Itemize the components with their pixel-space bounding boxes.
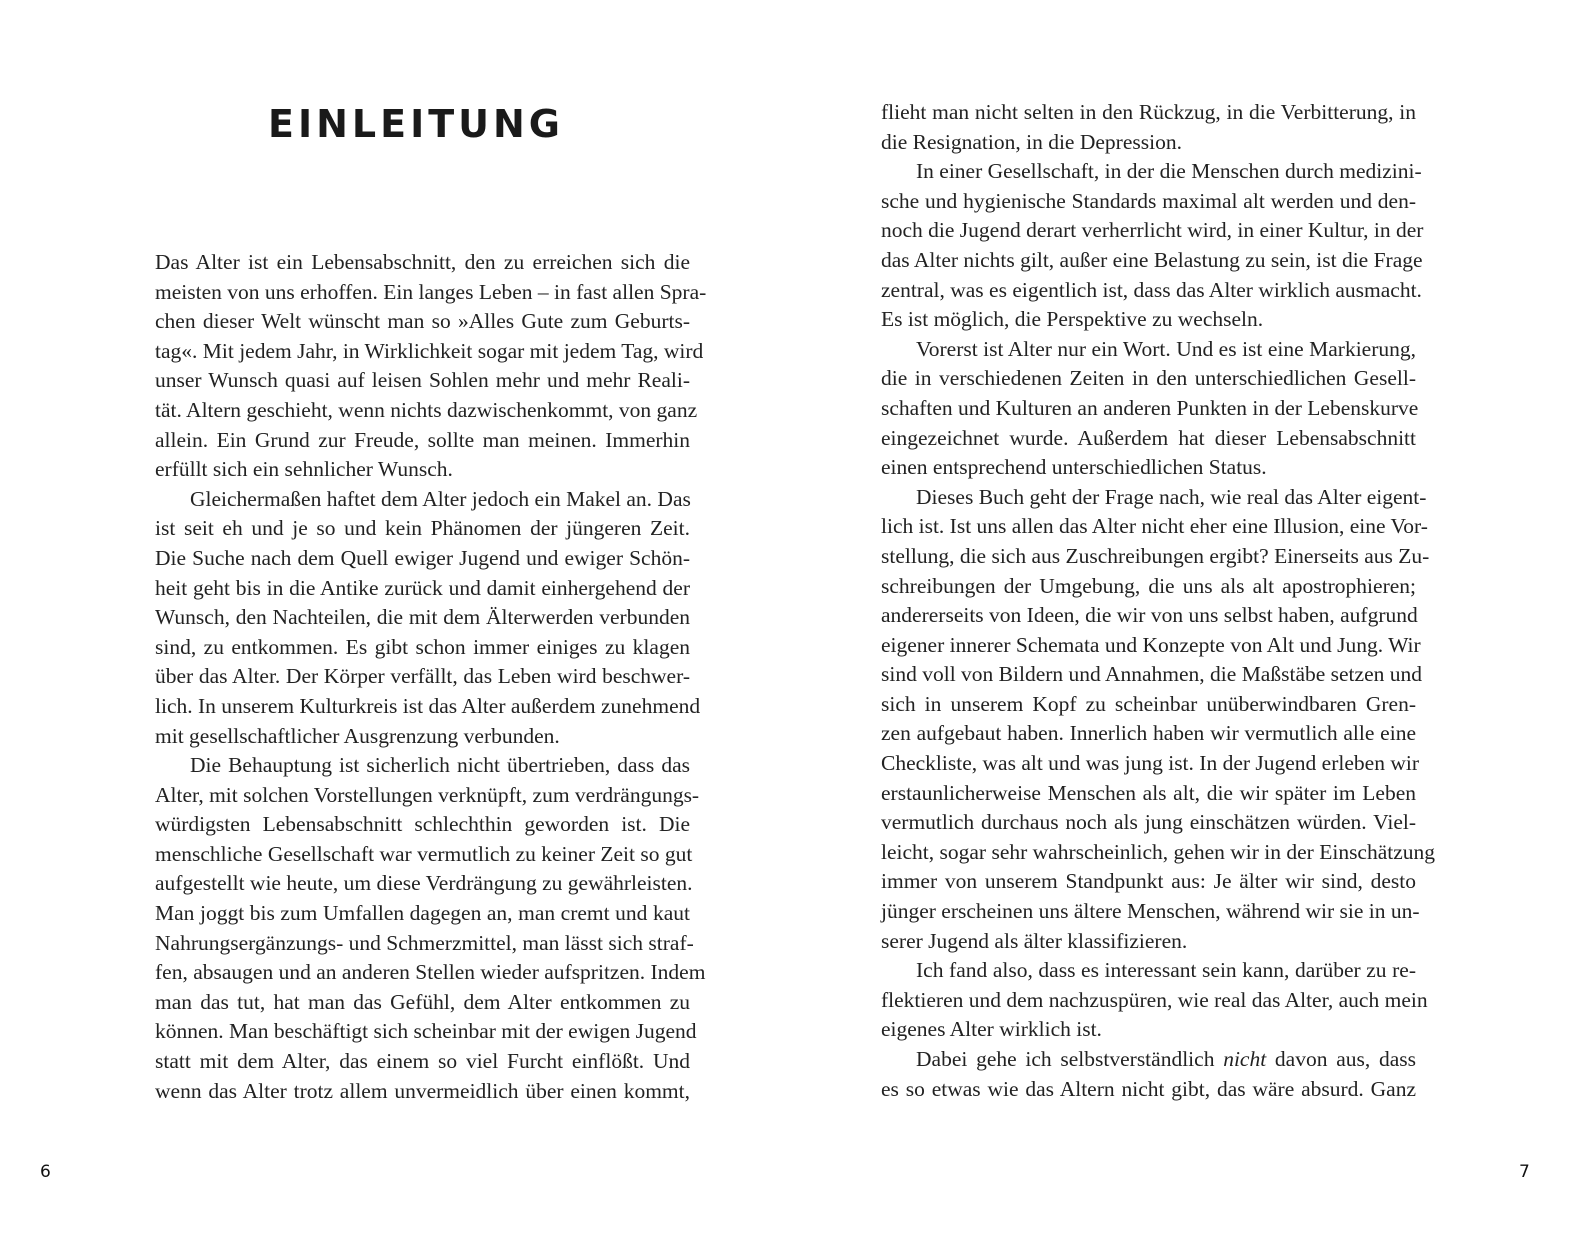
- text-line: lich. In unserem Kulturkreis ist das Alter außerdem zunehmend: [155, 693, 701, 718]
- text-line: meisten von uns erhoffen. Ein langes Leben – in fast allen Spra-: [155, 279, 707, 304]
- text-line: allein. Ein Grund zur Freude, sollte man meinen. Immerhin: [155, 427, 690, 452]
- emphasized-word: nicht: [1223, 1047, 1267, 1071]
- text-line: Das Alter ist ein Lebensabschnitt, den zu erreichen sich die: [155, 250, 690, 274]
- text-line: chen dieser Welt wünscht man so »Alles Gute zum Geburts-: [155, 309, 690, 334]
- text-line: fen, absaugen und an anderen Stellen wieder aufspritzen. Indem: [155, 960, 706, 985]
- text-line: schaften und Kulturen an anderen Punkten in der Lebenskurve: [881, 395, 1419, 420]
- text-line: die Resignation, in die Depression.: [881, 129, 1182, 154]
- text-line: wenn das Alter trotz allem unvermeidlich über einen kommt,: [155, 1078, 690, 1103]
- text-line: Dieses Buch geht der Frage nach, wie real das Alter eigent-: [916, 484, 1427, 509]
- text-line: es so etwas wie das Altern nicht gibt, das wäre absurd. Ganz: [881, 1076, 1416, 1101]
- text-line: eingezeichnet wurde. Außerdem hat dieser Lebensabschnitt: [881, 425, 1416, 450]
- text-line: zentral, was es eigentlich ist, dass das Alter wirklich ausmacht.: [881, 277, 1422, 302]
- text-line: Gleichermaßen haftet dem Alter jedoch ein Makel an. Das: [190, 486, 691, 511]
- text-segment: Dabei gehe ich selbstverständlich: [916, 1047, 1224, 1071]
- text-line: tag«. Mit jedem Jahr, in Wirklichkeit sogar mit jedem Tag, wird: [155, 338, 704, 363]
- text-line: Vorerst ist Alter nur ein Wort. Und es ist eine Markierung,: [916, 336, 1416, 361]
- text-line: flieht man nicht selten in den Rückzug, in die Verbitterung, in: [881, 100, 1416, 124]
- text-line: Ich fand also, dass es interessant sein kann, darüber zu re-: [916, 958, 1416, 983]
- text-line: stellung, die sich aus Zuschreibungen ergibt? Einerseits aus Zu-: [881, 543, 1430, 568]
- text-line: sche und hygienische Standards maximal alt werden und den-: [881, 188, 1416, 213]
- text-line: aufgestellt wie heute, um diese Verdrängung zu gewährleisten.: [155, 871, 693, 896]
- text-line: sind voll von Bildern und Annahmen, die Maßstäbe setzen und: [881, 662, 1422, 687]
- text-line: vermutlich durchaus noch als jung einschätzen würden. Viel-: [881, 810, 1416, 835]
- text-line: lich ist. Ist uns allen das Alter nicht eher eine Illusion, eine Vor-: [881, 514, 1428, 539]
- text-line: immer von unserem Standpunkt aus: Je älter wir sind, desto: [881, 869, 1416, 894]
- text-segment: davon aus, dass: [1266, 1047, 1416, 1071]
- text-line-with-emphasis: [881, 1045, 1416, 1075]
- text-line: ist seit eh und je so und kein Phänomen der jüngeren Zeit.: [155, 516, 690, 541]
- text-line: menschliche Gesellschaft war vermutlich zu keiner Zeit so gut: [155, 841, 693, 866]
- text-line: sich in unserem Kopf zu scheinbar unüberwindbaren Gren-: [881, 691, 1416, 716]
- text-line: andererseits von Ideen, die wir von uns selbst haben, aufgrund: [881, 603, 1418, 628]
- text-line: Checkliste, was alt und was jung ist. In der Jugend erleben wir: [881, 751, 1419, 776]
- text-line: Die Suche nach dem Quell ewiger Jugend und ewiger Schön-: [155, 545, 690, 570]
- text-line: schreibungen der Umgebung, die uns als alt apostrophieren;: [881, 573, 1416, 598]
- text-line: Nahrungsergänzungs- und Schmerzmittel, man lässt sich straf-: [155, 930, 694, 955]
- text-line: eigener innerer Schemata und Konzepte von Alt und Jung. Wir: [881, 632, 1421, 657]
- text-line: serer Jugend als älter klassifizieren.: [881, 928, 1188, 953]
- text-line: erfüllt sich ein sehnlicher Wunsch.: [155, 457, 453, 482]
- text-line: erstaunlicherweise Menschen als alt, die wir später im Leben: [881, 780, 1416, 805]
- page-number: 7: [1519, 1162, 1530, 1182]
- text-line: Alter, mit solchen Vorstellungen verknüpft, zum verdrängungs-: [155, 782, 700, 807]
- text-line: sind, zu entkommen. Es gibt schon immer einiges zu klagen: [155, 634, 690, 659]
- text-line: die in verschiedenen Zeiten in den unterschiedlichen Gesell-: [881, 366, 1416, 391]
- text-line: Man joggt bis zum Umfallen dagegen an, man cremt und kaut: [155, 901, 690, 926]
- chapter-title: EINLEITUNG: [268, 102, 564, 146]
- right-page: [797, 0, 1594, 1240]
- text-line: statt mit dem Alter, das einem so viel Furcht einflößt. Und: [155, 1049, 690, 1074]
- text-line: eigenes Alter wirklich ist.: [881, 1017, 1102, 1042]
- text-line: das Alter nichts gilt, außer eine Belastung zu sein, ist die Frage: [881, 247, 1423, 272]
- right-body-text: [881, 98, 1436, 1104]
- text-line: Die Behauptung ist sicherlich nicht übertrieben, dass das: [190, 753, 690, 778]
- text-line: würdigsten Lebensabschnitt schlechthin geworden ist. Die: [155, 812, 690, 837]
- text-line: In einer Gesellschaft, in der die Menschen durch medizini-: [916, 159, 1422, 184]
- text-line: über das Alter. Der Körper verfällt, das Leben wird beschwer-: [155, 664, 690, 689]
- text-line: mit gesellschaftlicher Ausgrenzung verbunden.: [155, 723, 560, 748]
- text-line: Es ist möglich, die Perspektive zu wechseln.: [881, 307, 1264, 332]
- text-line: jünger erscheinen uns ältere Menschen, während wir sie in un-: [881, 899, 1420, 924]
- text-line: können. Man beschäftigt sich scheinbar mit der ewigen Jugend: [155, 1019, 697, 1044]
- text-line: unser Wunsch quasi auf leisen Sohlen mehr und mehr Reali-: [155, 368, 690, 393]
- text-line: einen entsprechend unterschiedlichen Status.: [881, 455, 1267, 480]
- left-body-text: [155, 248, 707, 1106]
- text-line: man das tut, hat man das Gefühl, dem Alter entkommen zu: [155, 989, 690, 1014]
- text-line: Wunsch, den Nachteilen, die mit dem Älterwerden verbunden: [155, 605, 690, 630]
- text-line: tät. Altern geschieht, wenn nichts dazwischenkommt, von ganz: [155, 397, 698, 422]
- text-line: heit geht bis in die Antike zurück und damit einhergehend der: [155, 575, 690, 600]
- page-number: 6: [40, 1162, 51, 1182]
- text-line: noch die Jugend derart verherrlicht wird, in einer Kultur, in der: [881, 218, 1424, 243]
- text-line: zen aufgebaut haben. Innerlich haben wir vermutlich alle eine: [881, 721, 1416, 746]
- text-line: leicht, sogar sehr wahrscheinlich, gehen wir in der Einschätzung: [881, 839, 1436, 864]
- text-line: flektieren und dem nachzuspüren, wie real das Alter, auch mein: [881, 987, 1428, 1012]
